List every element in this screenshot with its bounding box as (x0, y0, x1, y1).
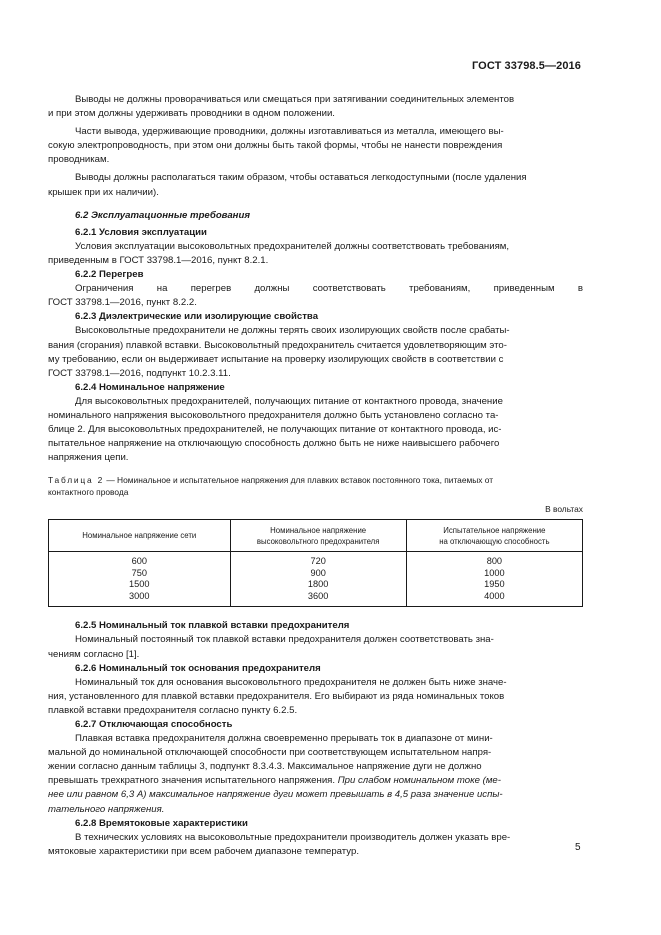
heading-6-2-4: 6.2.4 Номинальное напряжение (75, 381, 225, 393)
table-row (49, 552, 583, 607)
table-header-test-voltage: Испытательное напряжение на отключающую способность (406, 520, 582, 552)
paragraph-6-2-7: Плавкая вставка предохранителя должна своевременно прерывать ток в диапазоне от мини- мальной до номинальной отключающей способности при соответствующем испытательном напря- жении согласно данным таблицы 3, подпункт 8.3.4.3. Максимальное напряжение дуги не должно превышать трехкратного значения испытательного напряжения. При слабом номинальном токе (ме- нее или равном 6,3 А) максимальное напряжение дуги может превышать в 4,5 раза значение испы- тательного напряжения. (48, 733, 503, 815)
paragraph-6-2-1: Условия эксплуатации высоковольтных предохранителей должны соответствовать требованиям, приведенным в ГОСТ 33798.1—2016, пункт 8.2.1. (48, 240, 510, 266)
paragraph-terminal-parts: Части вывода, удерживающие проводники, должны изготавливаться из металла, имеющего вы- сокую электропроводность, при этом они должны быть такой формы, чтобы не нанести повреждения проводникам. (48, 126, 504, 166)
table-header-fuse-voltage: Номинальное напряжение высоковольтного предохранителя (230, 520, 406, 552)
page-body (48, 93, 583, 859)
table-2 (48, 519, 583, 607)
table-column-network-voltage: 600 750 1500 3000 (49, 552, 231, 607)
paragraph-6-2-3: Высоковольтные предохранители не должны терять своих изолирующих свойств после срабаты- вания (сгорания) плавкой вставки. Высоковольтный предохранитель считается удовлетворяющим это- му требованию, если он выдерживает испытание на проверку изолирующих свойств в соответствии с ГОСТ 33798.1—2016, подпункт 10.2.3.11. (48, 325, 510, 379)
paragraph-6-2-6: Номинальный ток для основания высоковольтного предохранителя не должен быть ниже значе- ния, установленного для плавкой вставки предохранителя. Его выбирают из ряда номинальных токов плавкой вставки предохранителя согласно пункту 6.2.5. (48, 676, 507, 716)
heading-6-2-3: 6.2.3 Диэлектрические или изолирующие свойства (75, 311, 319, 323)
paragraph-6-2-8: В технических условиях на высоковольтные предохранители производитель должен указать вре- мятоковые характеристики при всем рабочем диапазоне температур. (48, 831, 511, 857)
heading-6-2-1: 6.2.1 Условия эксплуатации (75, 226, 207, 238)
document-code: ГОСТ 33798.5—2016 (471, 60, 581, 72)
table-header-network-voltage: Номинальное напряжение сети (49, 520, 231, 552)
paragraph-terminal-location: Выводы должны располагаться таким образом, чтобы оставаться легкодоступными (после удаления крышек при их наличии). (48, 172, 527, 198)
section-heading-6-2: 6.2 Эксплуатационные требования (75, 209, 250, 221)
heading-6-2-5: 6.2.5 Номинальный ток плавкой вставки предохранителя (75, 620, 350, 632)
heading-6-2-7: 6.2.7 Отключающая способность (75, 719, 233, 730)
heading-6-2-8: 6.2.8 Времятоковые характеристики (75, 817, 248, 829)
paragraph-6-2-4: Для высоковольтных предохранителей, получающих питание от контактного провода, значение номинального напряжения высоковольтного предохранителя должно быть установлено согласно та- блице 2. Для высоковольтных предохранителей, не получающих питание от контактного провода, ис- пытательное напряжение на отключающую способность должно быть не ниже наивысшего рабочего напряжения цепи. (48, 395, 503, 464)
paragraph-6-2-2-cont: ГОСТ 33798.1—2016, пункт 8.2.2. (48, 297, 197, 309)
paragraph-6-2-2: Ограничения на перегрев должны соответствовать требованиям, приведенным в (75, 283, 583, 295)
paragraph-terminals-fixing: Выводы не должны проворачиваться или смещаться при затягивании соединительных элементов и при этом должны удерживать проводники в одном положении. (48, 94, 515, 120)
table-2-units: В вольтах (545, 504, 583, 515)
table-column-test-voltage: 800 1000 1950 4000 (406, 552, 582, 607)
italic-note-start: При слабом номинальном токе (ме- (337, 775, 501, 787)
italic-note-end: тательного напряжения. (48, 803, 165, 815)
table-2-label: Таблица 2 (48, 475, 105, 486)
heading-6-2-2: 6.2.2 Перегрев (75, 269, 144, 281)
heading-6-2-6: 6.2.6 Номинальный ток основания предохранителя (75, 662, 321, 674)
paragraph-6-2-5: Номинальный постоянный ток плавкой вставки предохранителя должен соответствовать зна- чениям согласно [1]. (48, 634, 494, 660)
table-2-caption: Таблица 2 — Номинальное и испытательное напряжения для плавких вставок постоянного тока, питаемых от контактного провода (48, 475, 494, 498)
table-column-fuse-voltage: 720 900 1800 3600 (230, 552, 406, 607)
italic-note: нее или равном 6,3 А) максимальное напряжение дуги может превышать в 4,5 раза значение испы- (48, 789, 503, 801)
page-number: 5 (575, 842, 581, 853)
